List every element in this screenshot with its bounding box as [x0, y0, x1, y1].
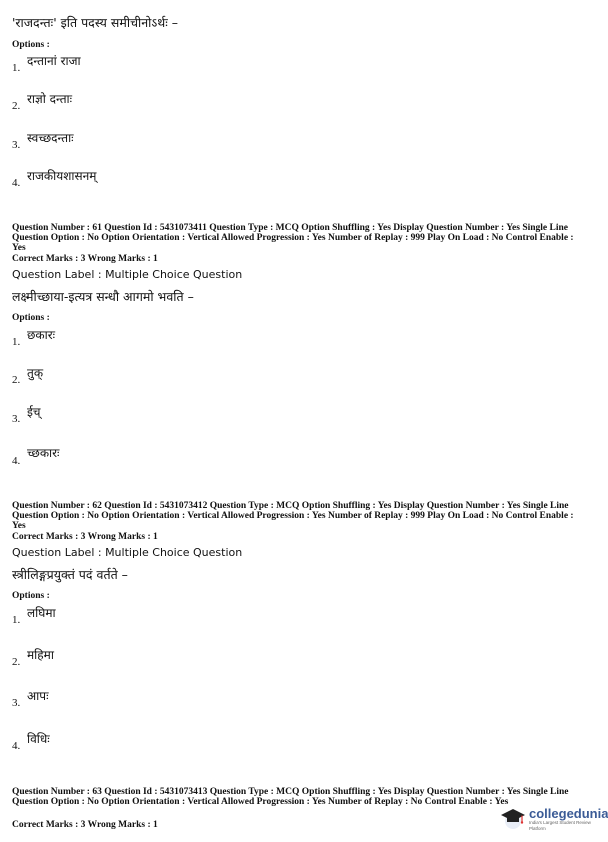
- option-number: 4.: [12, 177, 21, 189]
- option-number: 2.: [12, 656, 21, 668]
- question-label: Question Label : Multiple Choice Question: [12, 268, 243, 281]
- option-number: 4.: [12, 740, 21, 752]
- option-number: 3.: [12, 139, 21, 151]
- option-text: राज्ञो दन्ताः: [27, 92, 73, 106]
- option-number: 2.: [12, 100, 21, 112]
- options-label: Options :: [12, 591, 50, 601]
- question-text: 'राजदन्तः' इति पदस्य समीचीनोऽर्थः –: [12, 15, 178, 30]
- option-number: 3.: [12, 413, 21, 425]
- option-number: 2.: [12, 374, 21, 386]
- option-number: 4.: [12, 455, 21, 467]
- option-text: स्वच्छदन्ताः: [27, 131, 74, 145]
- option-number: 1.: [12, 614, 21, 626]
- option-number: 1.: [12, 336, 21, 348]
- option-text: महिमा: [27, 648, 54, 662]
- option-text: विधिः: [27, 732, 50, 746]
- option-text: च्छकारः: [27, 446, 60, 460]
- question-metadata: Question Number : 63 Question Id : 5431073413 Question Type : MCQ Option Shuffling : Yes Display Question Number : Yes Single Line Question Option : No Option Orientation : Vertical Allowed Progression : Yes Number of Replay : No Control Enable : Yes: [12, 787, 569, 807]
- option-text: तुक्: [27, 366, 44, 380]
- option-number: 1.: [12, 62, 21, 74]
- options-label: Options :: [12, 313, 50, 323]
- option-text: छकारः: [27, 328, 56, 342]
- graduation-cap-icon: [500, 806, 526, 832]
- question-label: Question Label : Multiple Choice Question: [12, 546, 243, 559]
- question-metadata: Question Number : 62 Question Id : 5431073412 Question Type : MCQ Option Shuffling : Yes Display Question Number : Yes Single Line Question Option : No Option Orientation : Vertical Allowed Progression : Yes Number of Replay : 999 Play On Load : No Control Enable : Yes: [12, 501, 574, 531]
- question-text: स्त्रीलिङ्गप्रयुक्तं पदं वर्तते –: [12, 567, 128, 582]
- option-text: आपः: [27, 689, 49, 703]
- logo-tagline: India's Largest Student Review Platform: [529, 819, 591, 831]
- option-text: राजकीयशासनम्: [27, 169, 97, 183]
- option-number: 3.: [12, 697, 21, 709]
- options-label: Options :: [12, 40, 50, 50]
- collegedunia-logo: [500, 806, 608, 832]
- option-text: दन्तानां राजा: [27, 54, 81, 68]
- option-text: ईच्: [27, 405, 41, 419]
- question-marks: Correct Marks : 3 Wrong Marks : 1: [12, 532, 158, 542]
- question-metadata: Question Number : 61 Question Id : 5431073411 Question Type : MCQ Option Shuffling : Yes Display Question Number : Yes Single Line Question Option : No Option Orientation : Vertical Allowed Progression : Yes Number of Replay : 999 Play On Load : No Control Enable : Yes: [12, 223, 574, 253]
- logo-wordmark: collegedunia: [529, 805, 608, 821]
- option-text: लघिमा: [27, 606, 56, 620]
- question-marks: Correct Marks : 3 Wrong Marks : 1: [12, 820, 158, 830]
- question-text: लक्ष्मीच्छाया-इत्यत्र सन्धौ आगमो भवति –: [12, 289, 194, 304]
- question-marks: Correct Marks : 3 Wrong Marks : 1: [12, 254, 158, 264]
